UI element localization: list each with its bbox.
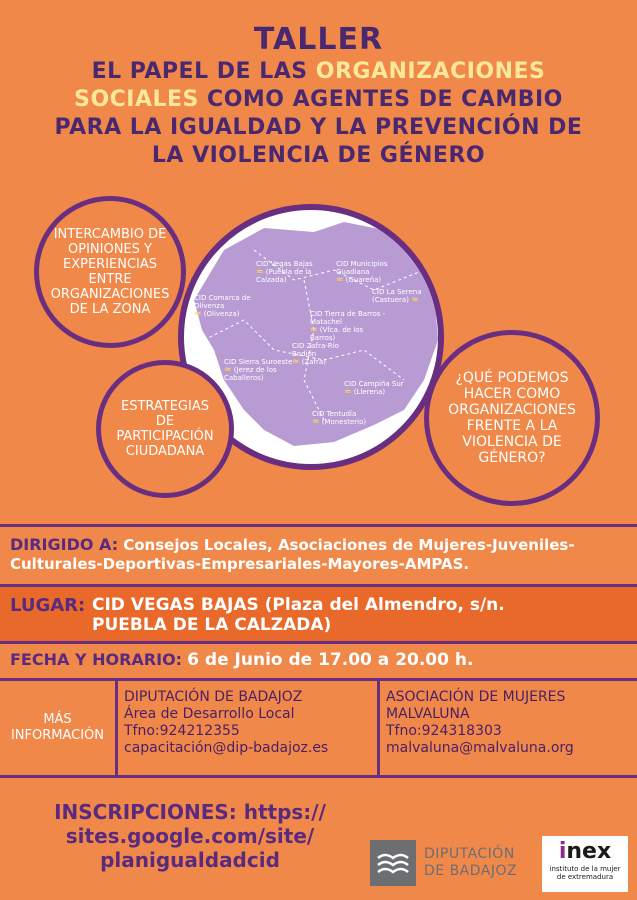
title-line-1b: ORGANIZACIONES — [315, 59, 546, 84]
cid-name: CID La Serena — [372, 288, 422, 296]
info-label: MÁS INFORMACIÓN — [0, 681, 118, 775]
dirigido-label: DIRIGIDO A: — [10, 535, 119, 554]
cid-tierra-de-barros — [310, 310, 390, 342]
cid-name: CID Vegas Bajas — [256, 260, 313, 268]
malvaluna-name: ASOCIACIÓN DE MUJERES MALVALUNA — [386, 689, 566, 722]
cid-name: CID Sierra Suroeste — [224, 358, 293, 366]
dirigido-band — [0, 524, 637, 584]
cid-vegas-bajas — [256, 260, 326, 284]
wave-icon: ≈ — [411, 295, 419, 305]
fecha-text: 6 de Junio de 17.00 a 20.00 h. — [187, 650, 474, 670]
malvaluna-phone: Tfno:924318303 — [386, 723, 502, 739]
diputacion-name: DIPUTACIÓN DE BADAJOZ — [124, 689, 303, 705]
title-line-4: LA VIOLENCIA DE GÉNERO — [151, 143, 486, 168]
cid-sierra-suroeste — [224, 358, 298, 382]
cid-campina-sur — [344, 380, 406, 396]
cid-sub: (Zafra) — [301, 358, 326, 366]
fecha-label: FECHA Y HORARIO: — [10, 650, 183, 669]
diputacion-contact — [118, 681, 380, 775]
diputacion-logo-line-2: DE BADAJOZ — [424, 863, 518, 879]
diputacion-logo-line-1: DIPUTACIÓN — [424, 846, 515, 862]
cid-sub: (Jerez de los Caballeros) — [224, 366, 277, 382]
fecha-band — [0, 644, 637, 678]
cid-sub: (Guareña) — [345, 276, 382, 284]
diputacion-emblem-icon — [370, 840, 416, 886]
inscripciones-line-1: INSCRIPCIONES: https:// — [54, 800, 326, 824]
cid-la-serena — [372, 288, 436, 304]
info-table — [0, 678, 637, 778]
lugar-place: CID VEGAS BAJAS (Plaza del Almendro, s/n. — [92, 595, 505, 615]
wave-icon: ≈ — [344, 387, 352, 397]
inex-caption-2: de extremadura — [556, 873, 614, 881]
exchange-text: INTERCAMBIO DE OPINIONES Y EXPERIENCIAS ENTRE ORGANIZACIONES DE LA ZONA — [50, 227, 170, 317]
cid-name: CID Zafra-Río Bodión — [292, 342, 339, 358]
wave-icon: ≈ — [312, 417, 320, 427]
inscripciones-line-3: planigualdadcid — [100, 848, 280, 872]
lugar-label: LUGAR: — [10, 595, 86, 616]
wave-icon: ≈ — [194, 309, 202, 319]
cid-zafra — [292, 342, 354, 366]
title-line-2b: COMO AGENTES DE CAMBIO — [198, 87, 563, 112]
wave-icon: ≈ — [224, 365, 232, 375]
cid-name: CID Municipios Guadiana — [336, 260, 388, 276]
cid-sub: (Vfca. de los Barros) — [310, 326, 364, 342]
diputacion-email[interactable]: capacitación@dip-badajoz.es — [124, 740, 329, 756]
cid-sub: (Olivenza) — [203, 310, 240, 318]
wave-icon: ≈ — [292, 357, 300, 367]
malvaluna-contact — [380, 681, 637, 775]
title-line-3: PARA LA IGUALDAD Y LA PREVENCIÓN DE — [54, 115, 583, 140]
inscripciones-line-2: sites.google.com/site/ — [65, 824, 315, 848]
cid-sub: (Puebla de la Calzada) — [256, 268, 312, 284]
taller-title: TALLER — [253, 22, 384, 57]
strategies-bubble — [96, 360, 234, 498]
cid-name: CID Tierra de Barros -Matachel — [310, 310, 386, 326]
title-line-2 — [0, 86, 637, 114]
cid-olivenza — [194, 294, 264, 318]
dirigido-text: Consejos Locales, Asociaciones de Mujeres-Juveniles-Culturales-Deportivas-Empresariales-Mayores-AMPAS. — [10, 536, 575, 573]
cid-guadiana — [336, 260, 406, 284]
title-line-1 — [0, 58, 637, 86]
wave-icon: ≈ — [256, 267, 264, 277]
title-line-2a: SOCIALES — [74, 87, 199, 112]
cid-sub: (Monesterio) — [321, 418, 367, 426]
cid-name: CID Tentudía — [312, 410, 357, 418]
cid-sub: (Castuera) — [372, 296, 409, 304]
wave-icon: ≈ — [336, 275, 344, 285]
inscripciones-link[interactable] — [40, 800, 340, 872]
cid-name: CID Comarca de Olivenza — [194, 294, 251, 310]
poster-header — [0, 22, 637, 170]
title-line-1a: EL PAPEL DE LAS — [91, 59, 316, 84]
strategies-text: ESTRATEGIAS DE PARTICIPACIÓN CIUDADANA — [116, 399, 214, 459]
diputacion-logo — [370, 836, 530, 890]
question-text: ¿QUÉ PODEMOS HACER COMO ORGANIZACIONES FRENTE A LA VIOLENCIA DE GÉNERO? — [448, 370, 576, 466]
diputacion-area: Área de Desarrollo Local — [124, 706, 295, 722]
exchange-bubble — [34, 196, 186, 348]
inex-logo — [542, 836, 628, 892]
cid-tentudia — [312, 410, 376, 426]
cid-sub: (Llerena) — [353, 388, 386, 396]
lugar-band — [0, 584, 637, 644]
malvaluna-email[interactable]: malvaluna@malvaluna.org — [386, 740, 574, 756]
wave-icon: ≈ — [310, 325, 318, 335]
inex-wordmark: inex — [558, 839, 612, 864]
question-bubble — [424, 330, 600, 506]
cid-name: CID Campiña Sur — [344, 380, 404, 388]
lugar-town: PUEBLA DE LA CALZADA) — [92, 615, 332, 635]
inex-caption-1: instituto de la mujer — [549, 865, 621, 873]
diputacion-phone: Tfno:924212355 — [124, 723, 240, 739]
